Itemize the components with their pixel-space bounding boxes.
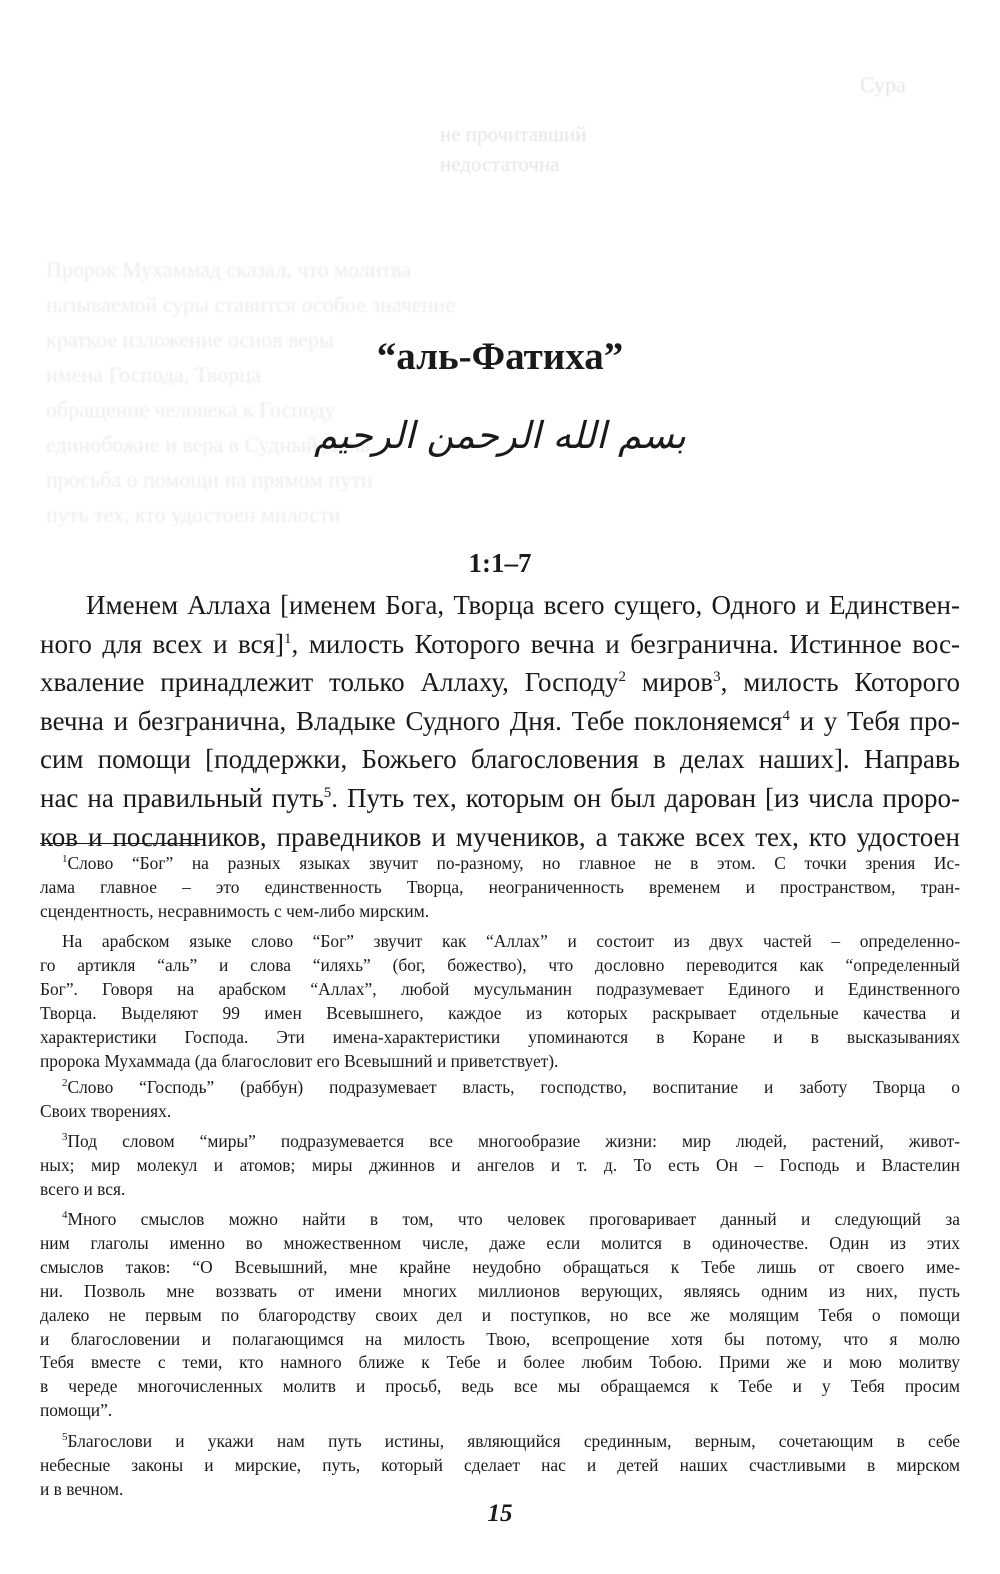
verse-line: нас на правильный путь$^5$. Путь тех, которым он был дарован [из числа проро- (40, 782, 961, 813)
footnote-5: $^5$Благослови и укажи нам путь истины, являющийся срединным, верным, сочетающим в себе небесные законы и мирские, путь, который сделает нас и детей наших счастливыми в мирском и в вечном. (40, 1431, 960, 1499)
verse-line: ного для всех и вся]$^1$, милость Которого вечна и безгранична. Истинное вос- (40, 628, 960, 659)
show-through-line: не прочитавший (440, 122, 587, 146)
footnote-number: 3 (62, 1131, 68, 1144)
verse-line: хваление принадлежит только Аллаху, Господу$^2$ миров$^3$, милость Которого (40, 667, 960, 698)
show-through-header: Сура (860, 72, 906, 97)
sura-title: “аль-Фатиха” (376, 335, 624, 378)
footnote-ref: 3 (713, 669, 721, 686)
footnote-2: $^2$Слово “Господь” (раббун) подразумевает власть, господство, воспитание и заботу Творца о Своих творениях. (40, 1077, 960, 1121)
footnote-number: 5 (62, 1431, 68, 1444)
footnote-1: $^1$Слово “Бог” на разных языках звучит по-разному, но главное не в этом. С точки зрения Ис- лама главное – это единственность Творца, неограниченность временем и пространством, тран- сцендентность, несравнимость с чем-либо мирским. (40, 853, 960, 921)
show-through-line: недостаточна (440, 152, 560, 176)
footnote-3: $^3$Под словом “миры” подразумевается все многообразие жизни: мир людей, растений, живот- ных; мир молекул и атомов; миры джиннов и ангелов и т. д. То есть Он – Господь и Властелин всего и вся. (40, 1131, 960, 1199)
footnote-ref: 1 (284, 630, 292, 647)
footnote-number: 2 (62, 1077, 68, 1090)
footnote-number: 4 (62, 1209, 68, 1222)
show-through-body: Пророк Мухаммад сказал, что молитва называемой суры ставится особое значение краткое изложение основ веры имена Господа, Творца обращение человека к Господу единобожие и вера в Судный День просьба о помощи на прямом пути путь тех, кто удостоен милости (46, 257, 455, 527)
verse-line: ков и посланников, праведников и мучеников, а также всех тех, кто удостоен (40, 821, 960, 852)
page-number: 15 (487, 1500, 513, 1527)
verse-line: сим помощи [поддержки, Божьего благословения в делах наших]. Направь (40, 744, 960, 775)
basmala-calligraphy: بسم الله الرحمن الرحيم (314, 414, 686, 457)
footnote-divider (40, 843, 200, 844)
verse-translation (40, 586, 960, 856)
verse-line: Именем Аллаха [именем Бога, Творца всего сущего, Одного и Единствен- (86, 590, 960, 620)
footnote-4: $^4$Много смыслов можно найти в том, что человек проговаривает данный и следующий за ним глаголы именно во множественном числе, даже если молится в одиночестве. Один из этих смыслов таков: “О Всевышний, мне крайне неудобно обращаться к Тебе лишь от своего име- ни. Позволь мне воззвать от имени многих миллионов верующих, являясь одним из них, пусть далеко не первым по благородству своих дел и поступков, но все же молящим Тебя о помощи и благословении и полагающимся на милость Твою, всепрощение хотя бы потому, что я молю Тебя вместе с теми, кто намного ближе к Тебе и более любим Тобою. Прими же и мою молитву в череде многочисленных молитв и просьб, ведь все мы обращаемся к Тебе и у Тебя просим помощи”. (40, 1209, 960, 1421)
verse-line: вечна и безгранична, Владыке Судного Дня. Тебе поклоняемся$^4$ и у Тебя про- (40, 705, 961, 736)
verse-reference: 1:1–7 (468, 548, 532, 578)
footnote-ref: 5 (323, 784, 332, 801)
footnote-ref: 4 (782, 707, 790, 724)
footnote-number: 1 (62, 853, 68, 866)
footnote-ref: 2 (618, 669, 627, 686)
footnote-1-continued: На арабском языке слово “Бог” звучит как “Аллах” и состоит из двух частей – определенно- го артикля “аль” и слова “иляхь” (бог, божество), что дословно переводится как “определенный Бог”. Говоря на арабском “Аллах”, любой мусульманин подразумевает Единого и Единственного Творца. Выделяют 99 имен Всевышнего, каждое из которых раскрывает отдельные качества и характеристики Господа. Эти имена-характеристики упоминаются в Коране и в высказываниях пророка Мухаммада (да благословит его Всевышний и приветствует). (40, 931, 960, 1071)
